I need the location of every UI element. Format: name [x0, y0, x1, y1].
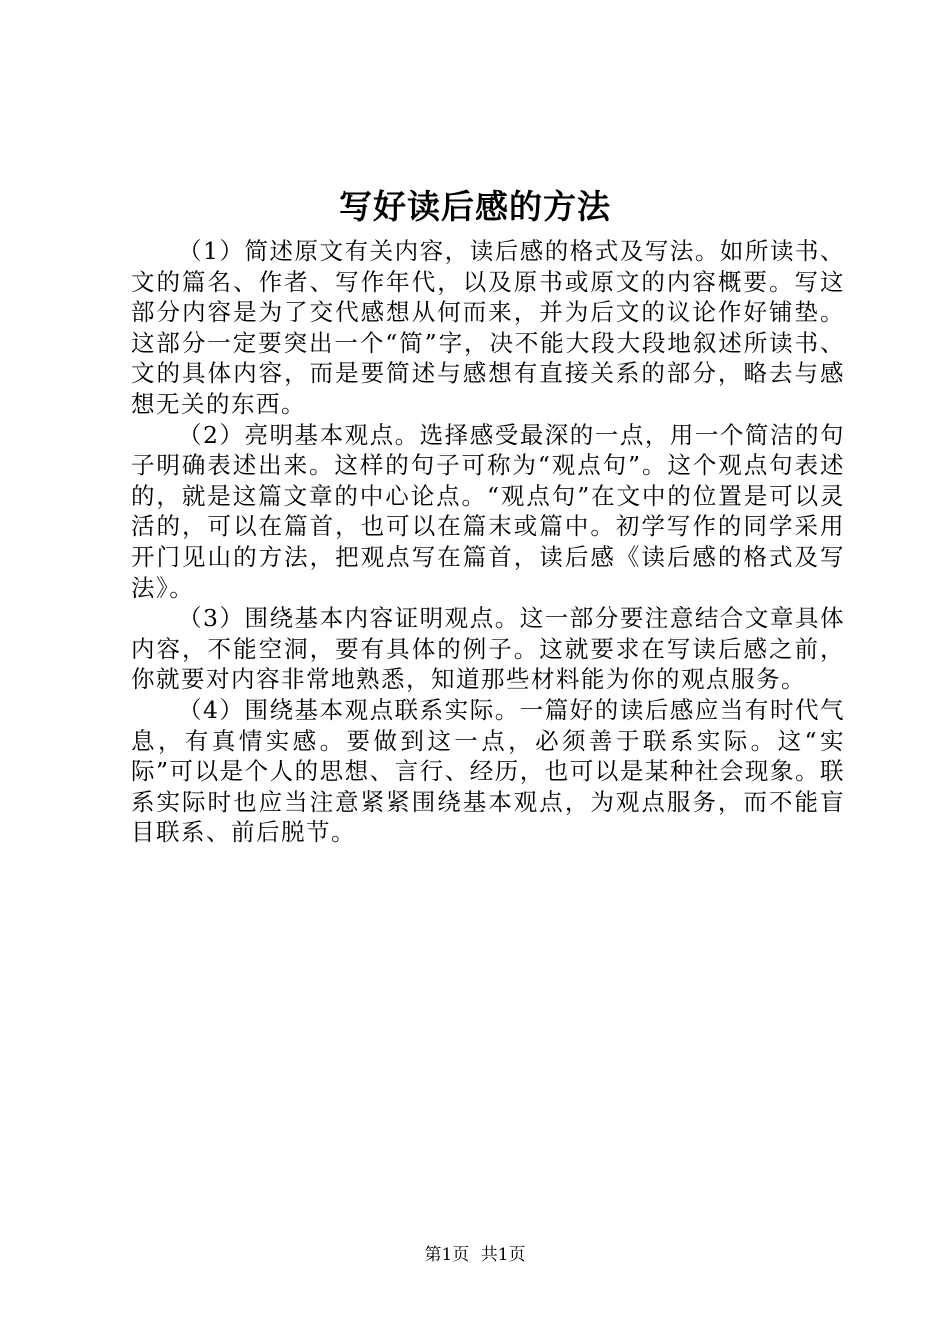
paragraph-4: （4）围绕基本观点联系实际。一篇好的读后感应当有时代气息，有真情实感。要做到这一点，必须善于联系实际。这“实际”可以是个人的思想、言行、经历，也可以是某种社会现象。联系实际时也应当注意紧紧围绕基本观点，为观点服务，而不能盲目联系、前后脱节。 [131, 695, 845, 847]
page-footer [0, 1243, 950, 1267]
paragraph-2: （2）亮明基本观点。选择感受最深的一点，用一个简洁的句子明确表述出来。这样的句子可称为“观点句”。这个观点句表述的，就是这篇文章的中心论点。“观点句”在文中的位置是可以灵活的，可以在篇首，也可以在篇末或篇中。初学写作的同学采用开门见山的方法，把观点写在篇首，读后感《读后感的格式及写法》。 [131, 420, 845, 602]
document-body [131, 236, 845, 848]
document-title: 写好读后感的方法 [339, 187, 611, 226]
paragraph-3: （3）围绕基本内容证明观点。这一部分要注意结合文章具体内容，不能空洞，要有具体的例子。这就要求在写读后感之前，你就要对内容非常地熟悉，知道那些材料能为你的观点服务。 [131, 604, 845, 694]
page-number: 第1页 [424, 1245, 470, 1265]
paragraph-1: （1）简述原文有关内容，读后感的格式及写法。如所读书、文的篇名、作者、写作年代，以及原书或原文的内容概要。写这部分内容是为了交代感想从何而来，并为后文的议论作好铺垫。这部分一定要突出一个“简”字，决不能大段大段地叙述所读书、文的具体内容，而是要简述与感想有直接关系的部分，略去与感想无关的东西。 [131, 237, 845, 418]
page-total: 共1页 [480, 1245, 526, 1265]
